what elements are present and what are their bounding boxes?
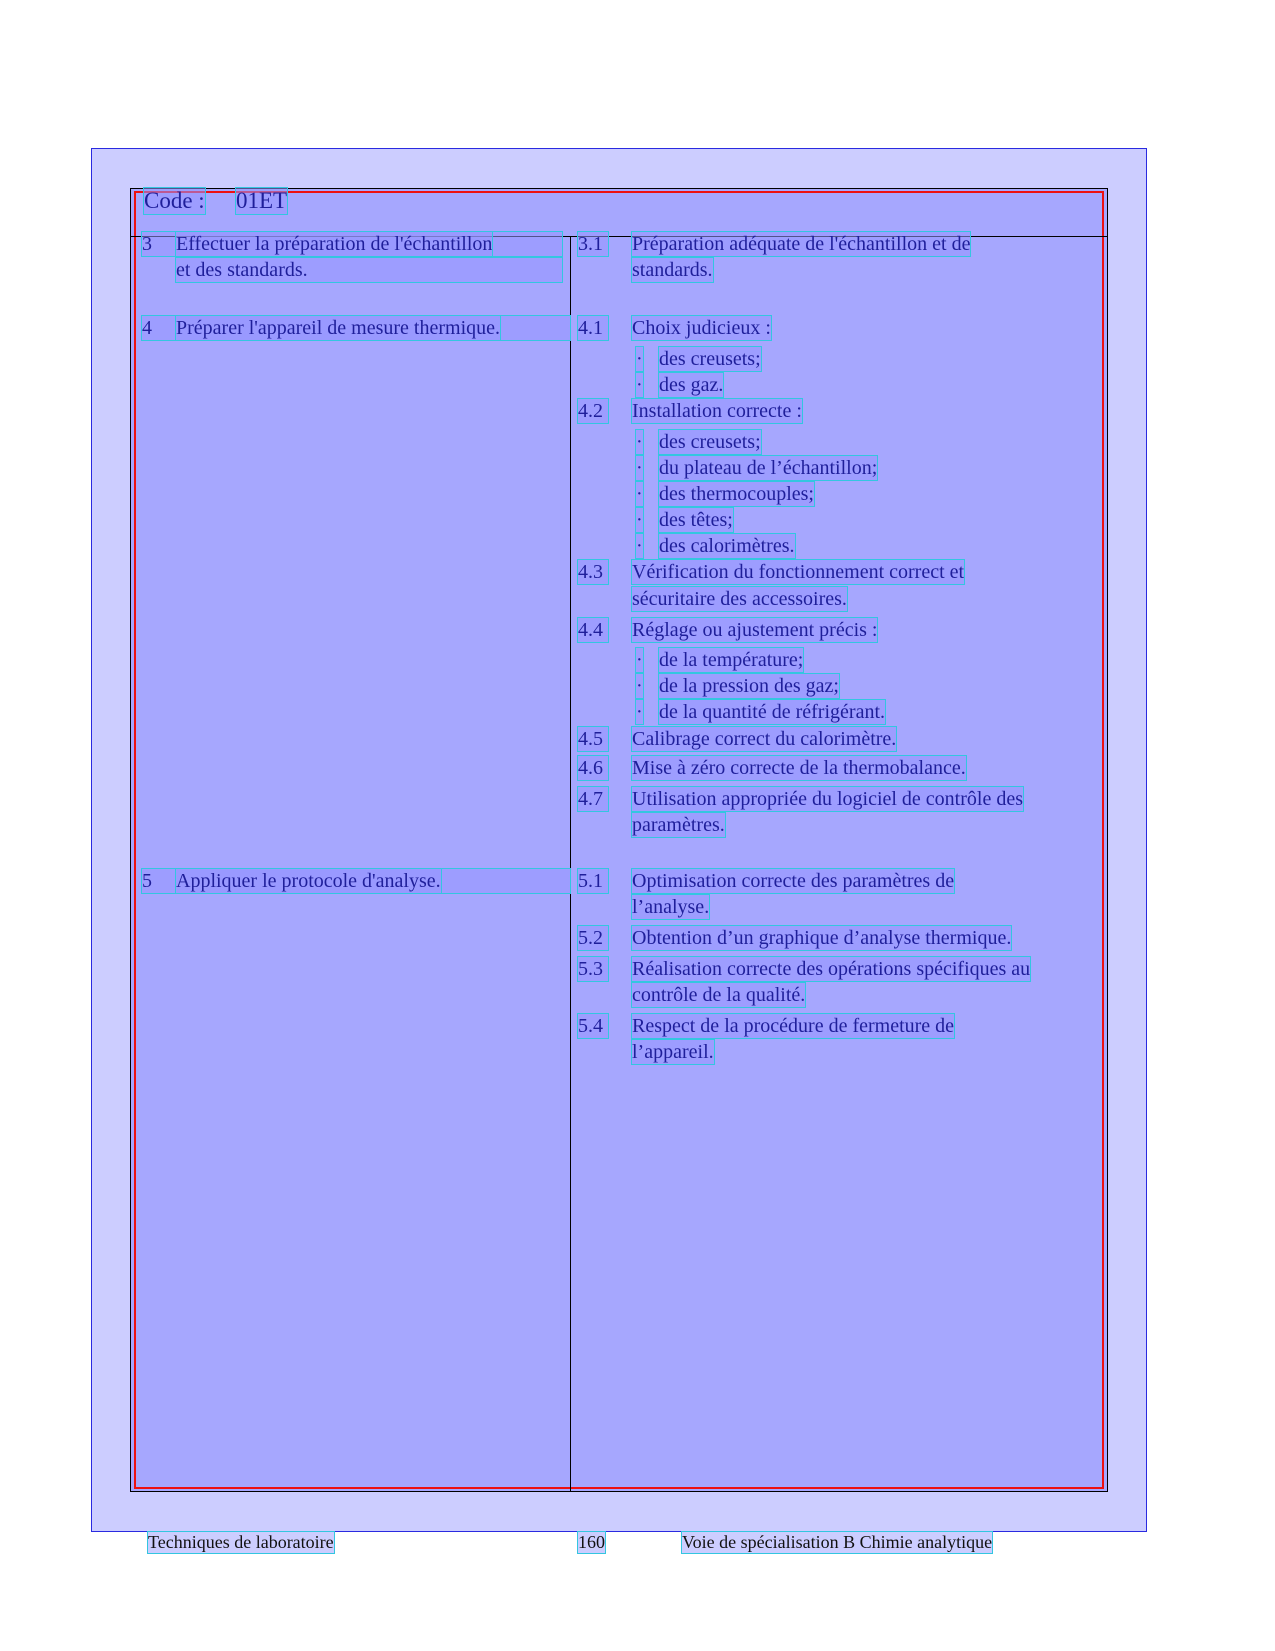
- right-item-4-2-number: 4.2: [578, 399, 608, 423]
- code-label: Code :: [144, 188, 205, 213]
- right-item-5-1-number: 5.1: [578, 869, 608, 893]
- right-item-4-2-bullet-1: des creusets;: [659, 431, 761, 453]
- right-item-4-4-bullet-2: de la pression des gaz;: [659, 675, 839, 697]
- right-item-3-1-line-2: standards.: [632, 259, 713, 281]
- code-value: 01ET: [236, 188, 288, 213]
- footer-specialization: Voie de spécialisation B Chimie analytique: [682, 1532, 993, 1552]
- right-item-4-2-bullet-5: des calorimètres.: [659, 535, 795, 557]
- left-item-4-line-1: Préparer l'appareil de mesure thermique.: [176, 317, 501, 339]
- right-item-4-6-line-1: Mise à zéro correcte de la thermobalance.: [632, 757, 966, 779]
- right-item-4-3-number: 4.3: [578, 560, 608, 584]
- right-item-5-2-number: 5.2: [578, 926, 608, 950]
- left-item-3-line-1: Effectuer la préparation de l'échantillon: [176, 233, 493, 255]
- right-item-5-4-line-2: l’appareil.: [632, 1041, 714, 1063]
- right-item-3-1-number: 3.1: [578, 232, 608, 256]
- right-item-4-4-bullet-1: de la température;: [659, 649, 804, 671]
- right-item-4-4-number: 4.4: [578, 618, 608, 642]
- right-item-4-2-bullet-2: du plateau de l’échantillon;: [659, 457, 878, 479]
- bullet-glyph: ·: [636, 675, 643, 697]
- right-item-4-1-line-1: Choix judicieux :: [632, 317, 771, 339]
- left-item-3-line-2: et des standards.: [176, 258, 562, 282]
- right-item-5-2-line-1: Obtention d’un graphique d’analyse thermique.: [632, 927, 1012, 949]
- bullet-glyph: ·: [636, 701, 643, 723]
- right-item-5-1-line-2: l’analyse.: [632, 896, 710, 918]
- left-item-3-number: 3: [142, 232, 562, 256]
- footer-program: Techniques de laboratoire: [148, 1532, 334, 1552]
- column-divider: [570, 236, 571, 1492]
- right-item-4-4-bullet-3: de la quantité de réfrigérant.: [659, 701, 885, 723]
- right-item-5-3-line-1: Réalisation correcte des opérations spécifiques au: [632, 958, 1031, 980]
- bullet-glyph: ·: [636, 374, 643, 396]
- bullet-glyph: ·: [636, 483, 643, 505]
- right-item-4-7-line-2: paramètres.: [632, 814, 725, 836]
- bullet-glyph: ·: [636, 649, 643, 671]
- right-item-4-5-number: 4.5: [578, 727, 608, 751]
- footer-page-number: 160: [578, 1532, 605, 1552]
- right-item-4-2-bullet-3: des thermocouples;: [659, 483, 814, 505]
- right-item-4-5-line-1: Calibrage correct du calorimètre.: [632, 728, 897, 750]
- right-item-4-2-bullet-4: des têtes;: [659, 509, 733, 531]
- left-item-5-line-1: Appliquer le protocole d'analyse.: [176, 870, 441, 892]
- right-item-4-1-bullet-1: des creusets;: [659, 348, 761, 370]
- right-item-4-2-line-1: Installation correcte :: [632, 400, 802, 422]
- left-item-5-number: 5: [142, 869, 570, 893]
- right-item-3-1-line-1: Préparation adéquate de l'échantillon et de: [632, 233, 971, 255]
- bullet-glyph: ·: [636, 348, 643, 370]
- right-item-5-3-line-2: contrôle de la qualité.: [632, 984, 806, 1006]
- right-item-5-1-line-1: Optimisation correcte des paramètres de: [632, 870, 955, 892]
- bullet-glyph: ·: [636, 431, 643, 453]
- right-item-4-4-line-1: Réglage ou ajustement précis :: [632, 619, 878, 641]
- competency-table: [130, 188, 1108, 1492]
- left-item-4-number: 4: [142, 316, 570, 340]
- right-item-5-3-number: 5.3: [578, 957, 608, 981]
- right-item-4-3-line-2: sécuritaire des accessoires.: [632, 588, 847, 610]
- bullet-glyph: ·: [636, 509, 643, 531]
- right-item-4-1-number: 4.1: [578, 316, 608, 340]
- bullet-glyph: ·: [636, 535, 643, 557]
- right-item-4-3-line-1: Vérification du fonctionnement correct et: [632, 561, 965, 583]
- right-item-5-4-number: 5.4: [578, 1014, 608, 1038]
- right-item-4-7-number: 4.7: [578, 787, 608, 811]
- bullet-glyph: ·: [636, 457, 643, 479]
- right-item-4-1-bullet-2: des gaz.: [659, 374, 724, 396]
- right-item-4-7-line-1: Utilisation appropriée du logiciel de contrôle des: [632, 788, 1023, 810]
- right-item-5-4-line-1: Respect de la procédure de fermeture de: [632, 1015, 955, 1037]
- right-item-4-6-number: 4.6: [578, 756, 608, 780]
